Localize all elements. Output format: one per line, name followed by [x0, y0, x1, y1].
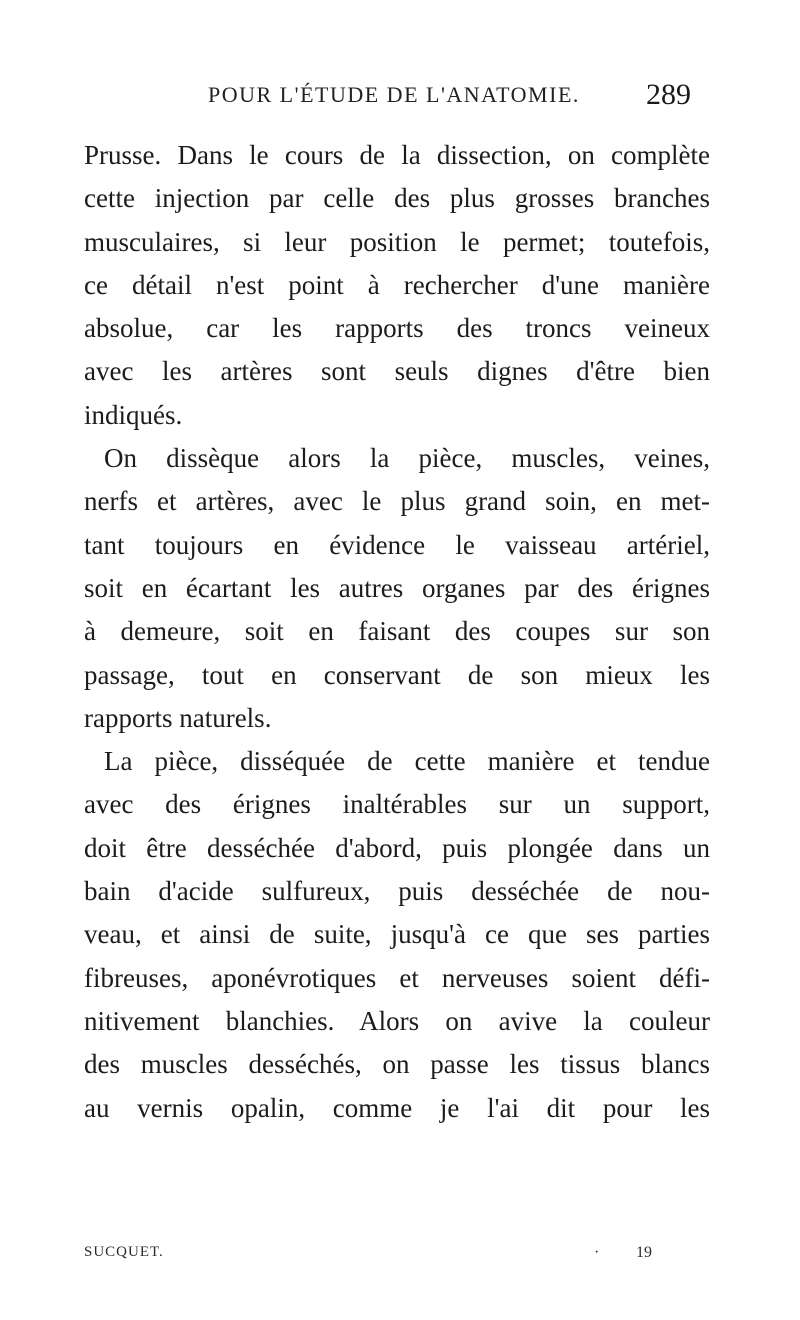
text-line: On dissèque alors la pièce, muscles, veines, [104, 443, 710, 474]
text-line: fibreuses, aponévrotiques et nerveuses soient défi- [84, 962, 710, 993]
text-line: bain d'acide sulfureux, puis desséchée de nou- [84, 876, 710, 907]
running-head [0, 78, 800, 114]
text-line: ce détail n'est point à rechercher d'une manière [84, 269, 710, 300]
text-line: Prusse. Dans le cours de la dissection, on complète [84, 140, 710, 170]
text-line: passage, tout en conservant de son mieux les [84, 659, 710, 690]
text-line: indiqués. [84, 399, 183, 430]
page-footer [0, 1244, 800, 1268]
body-text [84, 134, 710, 1130]
text-line: La pièce, disséquée de cette manière et tendue [104, 746, 710, 777]
text-line: avec les artères sont seuls dignes d'être bien [84, 356, 710, 387]
signature-mark: SUCQUET. [84, 1244, 164, 1260]
text-line: des muscles desséchés, on passe les tissus blancs [84, 1049, 710, 1080]
text-line: musculaires, si leur position le permet; toutefois, [84, 226, 710, 257]
text-line: nerfs et artères, avec le plus grand soin, en met- [84, 486, 710, 517]
text-line: rapports naturels. [84, 702, 272, 733]
text-line: avec des érignes inaltérables sur un support, [84, 789, 710, 820]
text-line: nitivement blanchies. Alors on avive la couleur [84, 1005, 710, 1036]
page-number: 289 [646, 78, 691, 111]
signature-number: 19 [636, 1244, 652, 1261]
text-line: doit être desséchée d'abord, puis plongée dans un [84, 832, 710, 863]
text-line: veau, et ainsi de suite, jusqu'à ce que ses parties [84, 919, 710, 950]
text-line: absolue, car les rapports des troncs veineux [84, 313, 710, 344]
text-line: tant toujours en évidence le vaisseau artériel, [84, 529, 710, 560]
text-line: à demeure, soit en faisant des coupes sur son [84, 616, 710, 647]
footer-dot: · [594, 1244, 600, 1261]
text-line: au vernis opalin, comme je l'ai dit pour les [84, 1092, 710, 1123]
text-line: soit en écartant les autres organes par des érignes [84, 572, 710, 603]
running-title: POUR L'ÉTUDE DE L'ANATOMIE. [208, 82, 580, 107]
text-line: cette injection par celle des plus grosses branches [84, 183, 710, 214]
